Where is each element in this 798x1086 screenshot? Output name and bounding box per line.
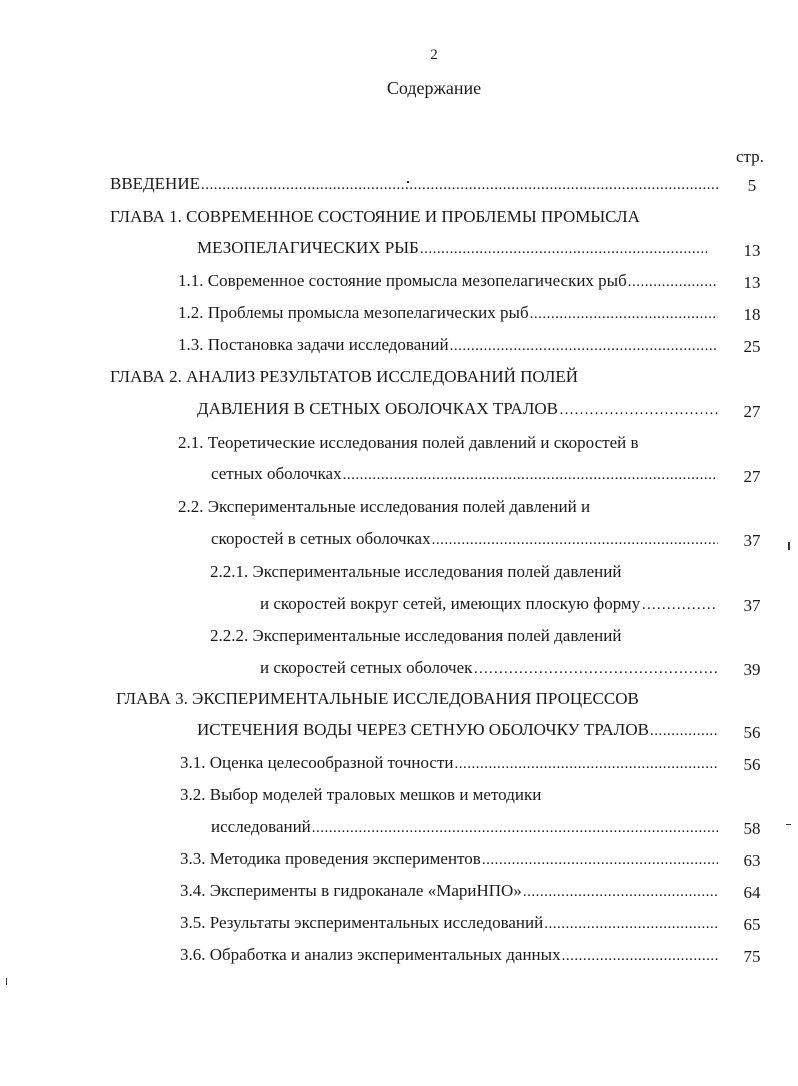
toc-entry-text: 3.1. Оценка целесообразной точности — [180, 753, 454, 772]
toc-page-number: 18 — [743, 305, 761, 324]
toc-entry-2-2-2[interactable] — [260, 658, 718, 682]
dot-leader — [559, 402, 718, 419]
toc-page-number: 39 — [743, 660, 761, 679]
dot-leader — [420, 241, 707, 258]
toc-entry-text: 3.6. Обработка и анализ экспериментальных данных — [180, 945, 561, 964]
page-number: 2 — [430, 47, 438, 63]
dot-leader — [482, 852, 718, 869]
toc-page-number: 37 — [743, 596, 761, 615]
dot-leader — [628, 274, 718, 291]
toc-page-number: 13 — [743, 273, 761, 292]
toc-entry-text: МЕЗОПЕЛАГИЧЕСКИХ РЫБ — [197, 238, 419, 257]
toc-entry-text: 3.3. Методика проведения экспериментов — [180, 849, 481, 868]
toc-page-number: 25 — [743, 337, 761, 356]
toc-entry-3-6[interactable] — [180, 945, 718, 969]
dot-leader — [201, 177, 718, 194]
toc-chapter-heading[interactable]: ГЛАВА 2. АНАЛИЗ РЕЗУЛЬТАТОВ ИССЛЕДОВАНИЙ ПОЛЕЙ — [110, 367, 579, 386]
toc-page-number: 56 — [743, 723, 761, 742]
dot-leader — [343, 467, 718, 484]
scan-speck — [786, 824, 791, 825]
toc-entry-2-2-1-line1[interactable]: 2.2.1. Экспериментальные исследования полей давлений — [210, 562, 622, 581]
toc-entry-3-1[interactable] — [180, 753, 718, 777]
dot-leader — [312, 820, 718, 837]
dot-leader — [544, 916, 718, 933]
toc-entry-2-1-line1[interactable]: 2.1. Теоретические исследования полей давлений и скоростей в — [178, 433, 639, 452]
dot-leader — [641, 597, 715, 614]
toc-page-number: 5 — [747, 176, 757, 195]
toc-entry-text: сетных оболочках — [211, 464, 342, 483]
toc-page-number: 64 — [743, 883, 761, 902]
toc-page-number: 65 — [743, 915, 761, 934]
toc-page-number: 75 — [743, 947, 761, 966]
toc-entry-text: ВВЕДЕНИЕ — [110, 174, 200, 193]
dot-leader — [450, 338, 718, 355]
toc-entry-1-3[interactable] — [178, 335, 718, 359]
toc-page-number: 63 — [743, 851, 761, 870]
toc-entry-text: ДАВЛЕНИЯ В СЕТНЫХ ОБОЛОЧКАХ ТРАЛОВ — [197, 399, 558, 418]
toc-entry-3-2-line1[interactable]: 3.2. Выбор моделей траловых мешков и методики — [180, 785, 542, 804]
toc-entry-ch1[interactable] — [197, 238, 707, 262]
toc-entry-text: 3.5. Результаты экспериментальных исследований — [180, 913, 544, 932]
toc-entry-2-1[interactable] — [211, 464, 718, 488]
toc-entry-ch3[interactable] — [197, 720, 717, 744]
toc-entry-text: 1.3. Постановка задачи исследований — [178, 335, 449, 354]
toc-chapter-heading[interactable]: ГЛАВА 3. ЭКСПЕРИМЕНТАЛЬНЫЕ ИССЛЕДОВАНИЯ ПРОЦЕССОВ — [116, 689, 639, 708]
dot-leader — [530, 306, 718, 323]
toc-entry-3-5[interactable] — [180, 913, 718, 937]
dot-leader — [523, 884, 718, 901]
toc-page-number: 37 — [743, 531, 761, 550]
toc-entry-text: 1.1. Современное состояние промысла мезопелагических рыб — [178, 271, 627, 290]
toc-entry-text: ИСТЕЧЕНИЯ ВОДЫ ЧЕРЕЗ СЕТНУЮ ОБОЛОЧКУ ТРАЛОВ — [197, 720, 649, 739]
toc-entry-2-2-1[interactable] — [260, 594, 715, 618]
toc-page-number: 27 — [743, 402, 761, 421]
toc-entry-text: скоростей в сетных оболочках — [211, 529, 431, 548]
toc-entry-text: 1.2. Проблемы промысла мезопелагических рыб — [178, 303, 529, 322]
toc-entry-2-2-line1[interactable]: 2.2. Экспериментальные исследования полей давлений и — [178, 497, 591, 516]
toc-entry-text: исследований — [211, 817, 311, 836]
scan-speck — [407, 181, 409, 183]
scan-speck — [788, 542, 790, 550]
toc-entry-1-1[interactable] — [178, 271, 718, 295]
toc-entry-2-2-2-line1[interactable]: 2.2.2. Экспериментальные исследования полей давлений — [210, 626, 622, 645]
toc-entry-ch2[interactable] — [197, 399, 718, 423]
toc-entry-text: 3.4. Эксперименты в гидроканале «МариНПО» — [180, 881, 522, 900]
toc-page-number: 56 — [743, 755, 761, 774]
page-column-label: стр. — [736, 147, 764, 166]
toc-entry-intro[interactable] — [110, 174, 718, 198]
toc-entry-text: и скоростей вокруг сетей, имеющих плоскую форму — [260, 594, 641, 613]
scan-speck — [6, 978, 7, 985]
dot-leader — [432, 532, 718, 549]
toc-entry-2-2[interactable] — [211, 529, 718, 553]
dot-leader — [650, 723, 717, 740]
toc-page-number: 58 — [743, 819, 761, 838]
toc-entry-3-2[interactable] — [211, 817, 718, 841]
toc-entry-text: и скоростей сетных оболочек — [260, 658, 473, 677]
toc-chapter-heading[interactable]: ГЛАВА 1. СОВРЕМЕННОЕ СОСТОЯНИЕ И ПРОБЛЕМЫ ПРОМЫСЛА — [110, 207, 640, 226]
toc-page-number: 13 — [743, 241, 761, 260]
dot-leader — [473, 661, 718, 678]
dot-leader — [562, 948, 718, 965]
page-title: Содержание — [386, 78, 482, 98]
dot-leader — [454, 756, 718, 773]
toc-entry-3-3[interactable] — [180, 849, 718, 873]
toc-entry-1-2[interactable] — [178, 303, 718, 327]
toc-entry-3-4[interactable] — [180, 881, 718, 905]
toc-page-number: 27 — [743, 467, 761, 486]
